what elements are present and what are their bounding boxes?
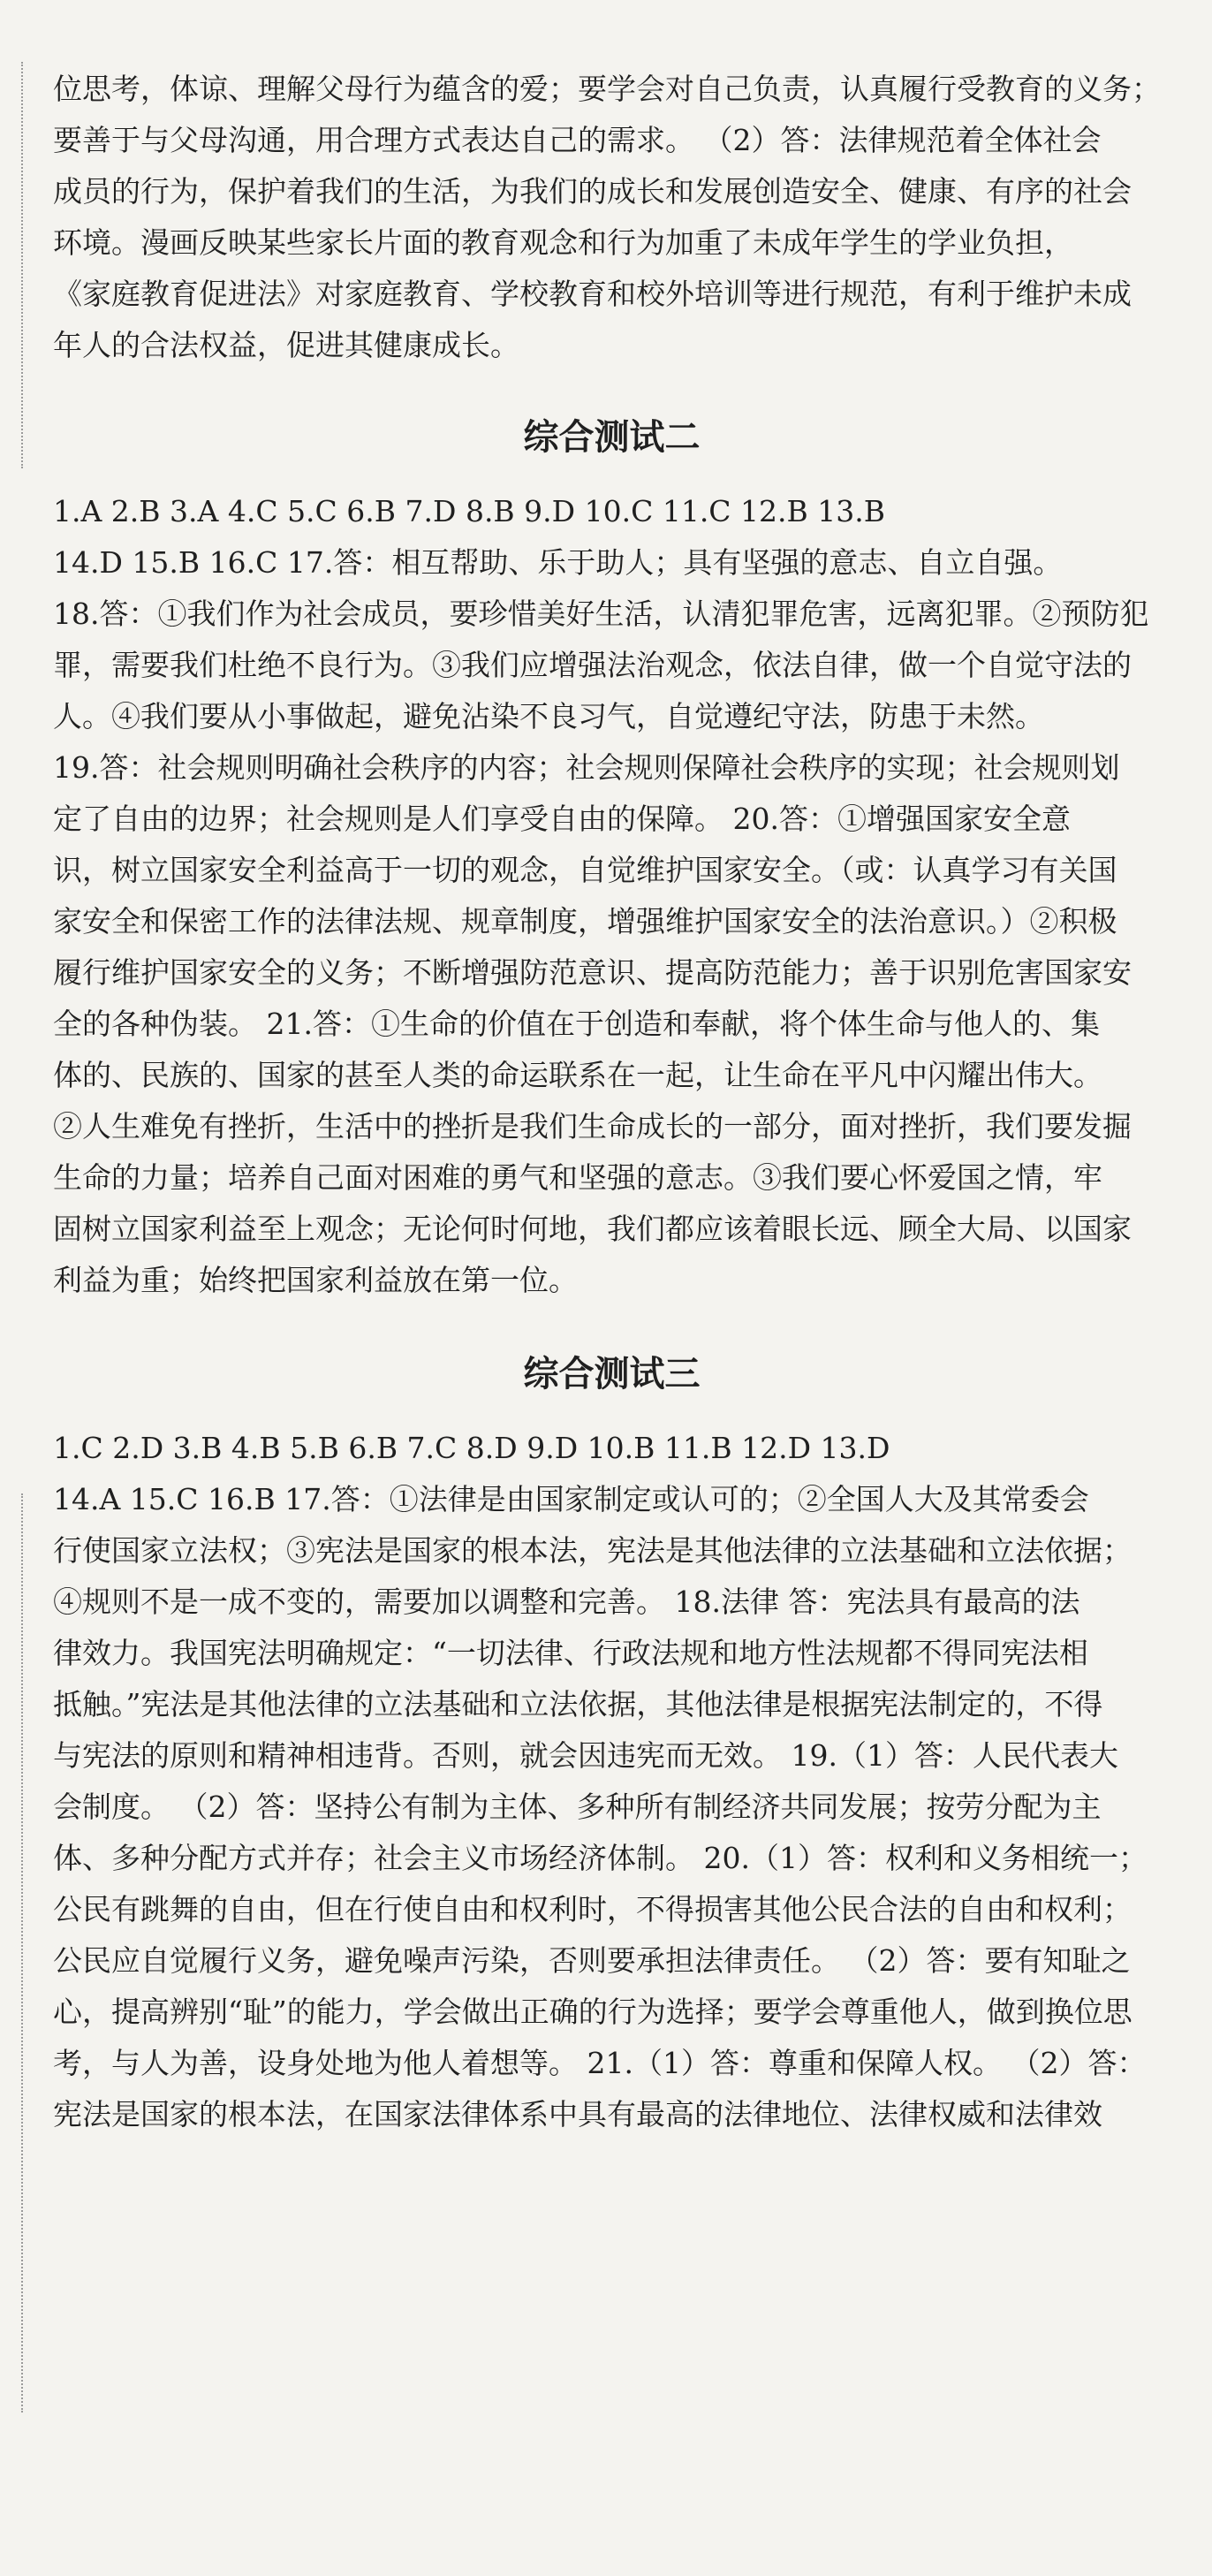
text-line: 考，与人为善，设身处地为他人着想等。 21.（1）答：尊重和保障人权。 （2）答：: [53, 2046, 1147, 2080]
text-line: 公民有跳舞的自由，但在行使自由和权利时，不得损害其他公民合法的自由和权利；: [53, 1892, 1132, 1926]
text-line: 成员的行为，保护着我们的生活，为我们的成长和发展创造安全、健康、有序的社会: [53, 174, 1132, 209]
test-3-answer-block: [53, 1423, 1170, 2140]
text-line: 《家庭教育促进法》对家庭教育、学校教育和校外培训等进行规范，有利于维护未成: [53, 277, 1132, 311]
margin-dotted-rule: [21, 62, 23, 468]
section-title-test-2: 综合测试二: [523, 416, 701, 458]
text-line: 心，提高辨别“耻”的能力，学会做出正确的行为选择；要学会尊重他人，做到换位思: [53, 1995, 1132, 2029]
text-line: 会制度。 （2）答：坚持公有制为主体、多种所有制经济共同发展；按劳分配为主: [53, 1790, 1102, 1824]
text-line: 19.答：社会规则明确社会秩序的内容；社会规则保障社会秩序的实现；社会规则划: [53, 750, 1120, 785]
intro-answer-block: [53, 64, 1170, 371]
answer-text-body: [53, 64, 1170, 2140]
text-line: 14.D 15.B 16.C 17.答：相互帮助、乐于助人；具有坚强的意志、自立自强。: [53, 545, 1063, 580]
text-line: 家安全和保密工作的法律法规、规章制度，增强维护国家安全的法治意识。）②积极: [53, 904, 1117, 938]
text-line: 宪法是国家的根本法，在国家法律体系中具有最高的法律地位、法律权威和法律效: [53, 2097, 1102, 2131]
text-line: 环境。漫画反映某些家长片面的教育观念和行为加重了未成年学生的学业负担，: [53, 225, 1073, 260]
text-line: 利益为重；始终把国家利益放在第一位。: [53, 1263, 578, 1297]
text-line: 定了自由的边界；社会规则是人们享受自由的保障。 20.答：①增强国家安全意: [53, 802, 1071, 836]
text-line: 与宪法的原则和精神相违背。否则，就会因违宪而无效。 19.（1）答：人民代表大: [53, 1738, 1118, 1773]
text-line: 体、多种分配方式并存；社会主义市场经济体制。 20.（1）答：权利和义务相统一；: [53, 1841, 1148, 1875]
margin-dotted-rule: [21, 1493, 23, 2413]
text-line: 18.答：①我们作为社会成员，要珍惜美好生活，认清犯罪危害，远离犯罪。②预防犯: [53, 597, 1149, 631]
text-line: 1.A 2.B 3.A 4.C 5.C 6.B 7.D 8.B 9.D 10.C 11.C 12.B 13.B: [53, 494, 885, 528]
text-line: 要善于与父母沟通，用合理方式表达自己的需求。 （2）答：法律规范着全体社会: [53, 123, 1102, 157]
text-line: 位思考，体谅、理解父母行为蕴含的爱；要学会对自己负责，认真履行受教育的义务；: [53, 72, 1161, 106]
text-line: ②人生难免有挫折，生活中的挫折是我们生命成长的一部分，面对挫折，我们要发掘: [53, 1109, 1132, 1144]
text-line: 全的各种伪装。 21.答：①生命的价值在于创造和奉献，将个体生命与他人的、集: [53, 1007, 1100, 1041]
text-line: 履行维护国家安全的义务；不断增强防范意识、提高防范能力；善于识别危害国家安: [53, 955, 1132, 990]
text-line: 固树立国家利益至上观念；无论何时何地，我们都应该着眼长远、顾全大局、以国家: [53, 1212, 1132, 1246]
text-line: 人。④我们要从小事做起，避免沾染不良习气，自觉遵纪守法，防患于未然。: [53, 699, 1044, 733]
text-line: 律效力。我国宪法明确规定：“一切法律、行政法规和地方性法规都不得同宪法相: [53, 1636, 1088, 1670]
test-2-answer-block: [53, 486, 1170, 1306]
section-title-test-3: 综合测试三: [523, 1353, 701, 1394]
text-line: 行使国家立法权；③宪法是国家的根本法，宪法是其他法律的立法基础和立法依据；: [53, 1533, 1132, 1568]
text-line: 年人的合法权益，促进其健康成长。: [53, 328, 519, 362]
text-line: 公民应自觉履行义务，避免噪声污染，否则要承担法律责任。 （2）答：要有知耻之: [53, 1943, 1131, 1978]
text-line: 体的、民族的、国家的甚至人类的命运联系在一起，让生命在平凡中闪耀出伟大。: [53, 1058, 1102, 1092]
text-line: 罪，需要我们杜绝不良行为。③我们应增强法治观念，依法自律，做一个自觉守法的: [53, 648, 1132, 682]
text-line: ④规则不是一成不变的，需要加以调整和完善。 18.法律 答：宪法具有最高的法: [53, 1584, 1080, 1619]
text-line: 1.C 2.D 3.B 4.B 5.B 6.B 7.C 8.D 9.D 10.B 11.B 12.D 13.D: [53, 1431, 890, 1465]
text-line: 识，树立国家安全利益高于一切的观念，自觉维护国家安全。（或：认真学习有关国: [53, 853, 1117, 887]
text-line: 14.A 15.C 16.B 17.答：①法律是由国家制定或认可的；②全国人大及其常委会: [53, 1482, 1089, 1516]
text-line: 抵触。”宪法是其他法律的立法基础和立法依据，其他法律是根据宪法制定的，不得: [53, 1687, 1103, 1721]
text-line: 生命的力量；培养自己面对困难的勇气和坚强的意志。③我们要心怀爱国之情，牢: [53, 1160, 1102, 1195]
